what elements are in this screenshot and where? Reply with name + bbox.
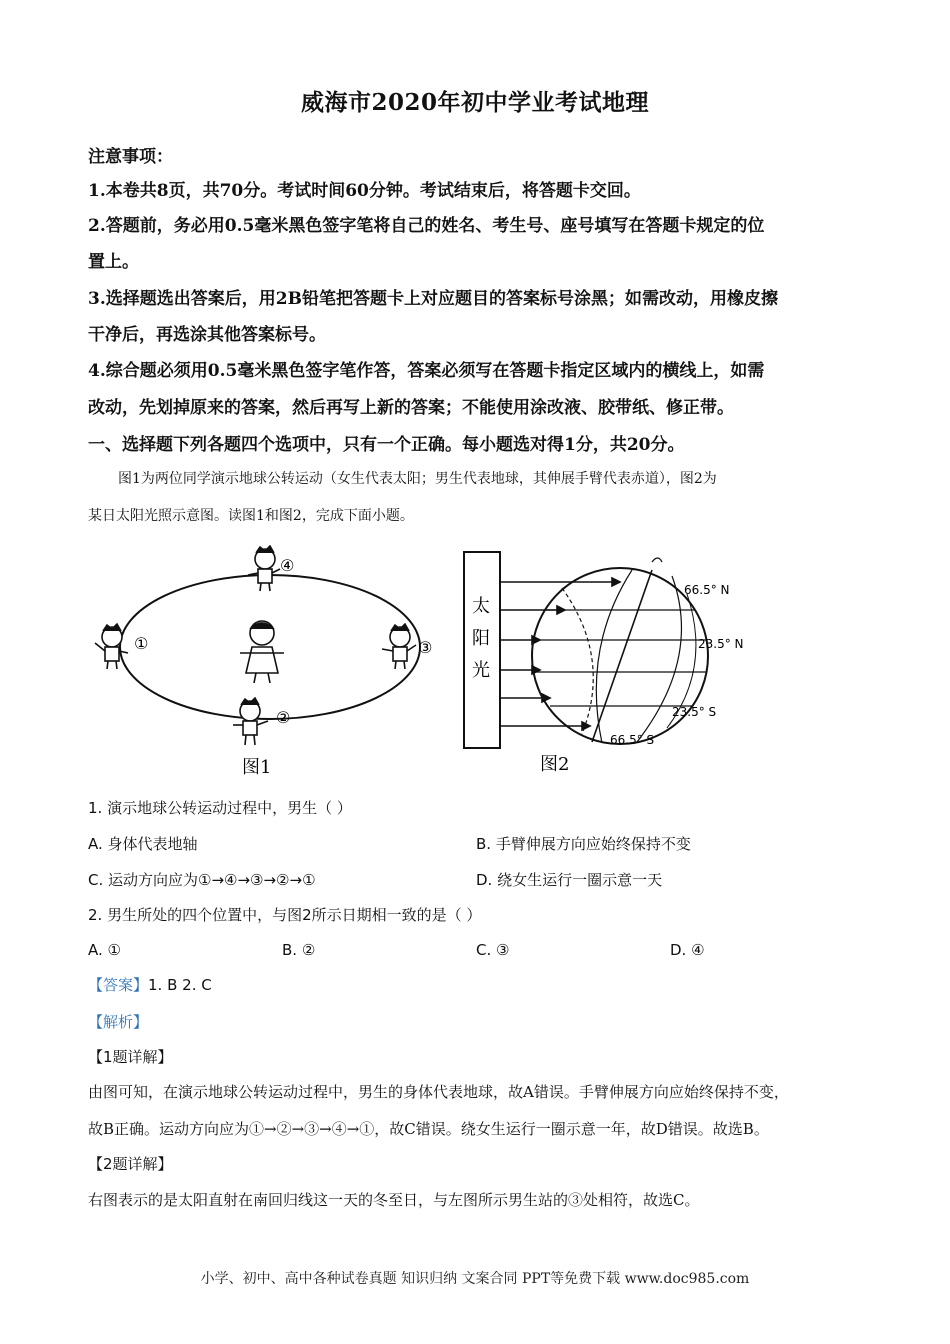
analysis-label: 【解析】	[88, 1013, 149, 1031]
figure-1-position-4: ④	[280, 556, 295, 575]
page-title: 威海市2020年初中学业考试地理	[300, 89, 649, 116]
section-heading: 一、选择题下列各题四个选项中，只有一个正确。每小题选对得1分，共20分。	[88, 435, 685, 455]
answer-value: 1. B 2. C	[148, 976, 212, 994]
notice-line-2b: 置上。	[88, 252, 139, 272]
figure-1-position-1: ①	[134, 634, 149, 653]
question-1-option-c: C. 运动方向应为①→④→③→②→①	[88, 871, 316, 889]
notice-heading: 注意事项：	[88, 147, 173, 167]
girl-figure-icon	[240, 621, 284, 683]
question-1-option-d: D. 绕女生运行一圈示意一天	[476, 871, 663, 889]
latitude-66-south: 66.5° S	[610, 733, 655, 747]
answer-label: 【答案】	[88, 976, 149, 994]
sunlight-char-2: 阳	[472, 628, 490, 649]
sunlight-char-3: 光	[472, 660, 490, 681]
notice-line-2a: 2.答题前，务必用0.5毫米黑色签字笔将自己的姓名、考生号、座号填写在答题卡规定的位	[88, 216, 765, 236]
latitude-23-south: 23.5° S	[672, 705, 717, 719]
latitude-66-north: 66.5° N	[684, 583, 730, 597]
question-2-stem: 2. 男生所处的四个位置中，与图2所示日期相一致的是（ ）	[88, 906, 482, 924]
figure-1-position-2: ②	[276, 708, 291, 727]
question-1-stem: 1. 演示地球公转运动过程中，男生（ ）	[88, 799, 352, 817]
answer-line	[88, 975, 212, 995]
latitude-23-north: 23.5° N	[698, 637, 744, 651]
notice-line-1: 1.本卷共8页，共70分。考试时间60分钟。考试结束后，将答题卡交回。	[88, 181, 641, 201]
notice-line-4b: 改动，先划掉原来的答案，然后再写上新的答案；不能使用涂改液、胶带纸、修正带。	[88, 398, 734, 418]
boy-figure-2-icon	[233, 698, 268, 745]
boy-figure-3-icon	[382, 624, 416, 669]
detail-1-heading: 【1题详解】	[88, 1048, 173, 1066]
figure-1-caption: 图1	[242, 757, 272, 778]
question-1-option-a: A. 身体代表地轴	[88, 835, 198, 853]
detail-2-heading: 【2题详解】	[88, 1155, 173, 1173]
boy-figure-4-icon	[248, 546, 280, 591]
question-2-option-a: A. ①	[88, 941, 121, 959]
question-1-option-b: B. 手臂伸展方向应始终保持不变	[476, 835, 691, 853]
figure-2	[462, 548, 762, 778]
sunlight-char-1: 太	[472, 596, 490, 617]
figure-2-caption: 图2	[540, 754, 570, 775]
figure-1-position-3: ③	[418, 638, 433, 657]
figure-1-drawing	[90, 545, 450, 780]
question-2-option-b: B. ②	[282, 941, 316, 959]
detail-1-line-1: 由图可知，在演示地球公转运动过程中，男生的身体代表地球，故A错误。手臂伸展方向应始终保持不变，	[88, 1083, 789, 1101]
intro-line-2: 某日太阳光照示意图。读图1和图2，完成下面小题。	[88, 508, 414, 524]
question-2-option-d: D. ④	[670, 941, 705, 959]
sunlight-arrows	[500, 578, 620, 730]
detail-2-line-1: 右图表示的是太阳直射在南回归线这一天的冬至日，与左图所示男生站的③处相符，故选C。	[88, 1191, 700, 1209]
question-2-option-c: C. ③	[476, 941, 510, 959]
notice-line-3b: 干净后，再选涂其他答案标号。	[88, 325, 326, 345]
intro-line-1: 图1为两位同学演示地球公转运动（女生代表太阳；男生代表地球，其伸展手臂代表赤道），图2为	[118, 471, 717, 487]
notice-line-4a: 4.综合题必须用0.5毫米黑色签字笔作答，答案必须写在答题卡指定区域内的横线上，如需	[88, 361, 765, 381]
page-footer: 小学、初中、高中各种试卷真题 知识归纳 文案合同 PPT等免费下载 www.doc985.com	[200, 1271, 750, 1287]
notice-line-3a: 3.选择题选出答案后，用2B铅笔把答题卡上对应题目的答案标号涂黑；如需改动，用橡皮擦	[88, 289, 778, 309]
figure-1	[90, 545, 450, 780]
detail-1-line-2: 故B正确。运动方向应为①→②→③→④→①，故C错误。绕女生运行一圈示意一年，故D错误。故选B。	[88, 1120, 769, 1138]
figure-2-drawing	[462, 548, 762, 778]
